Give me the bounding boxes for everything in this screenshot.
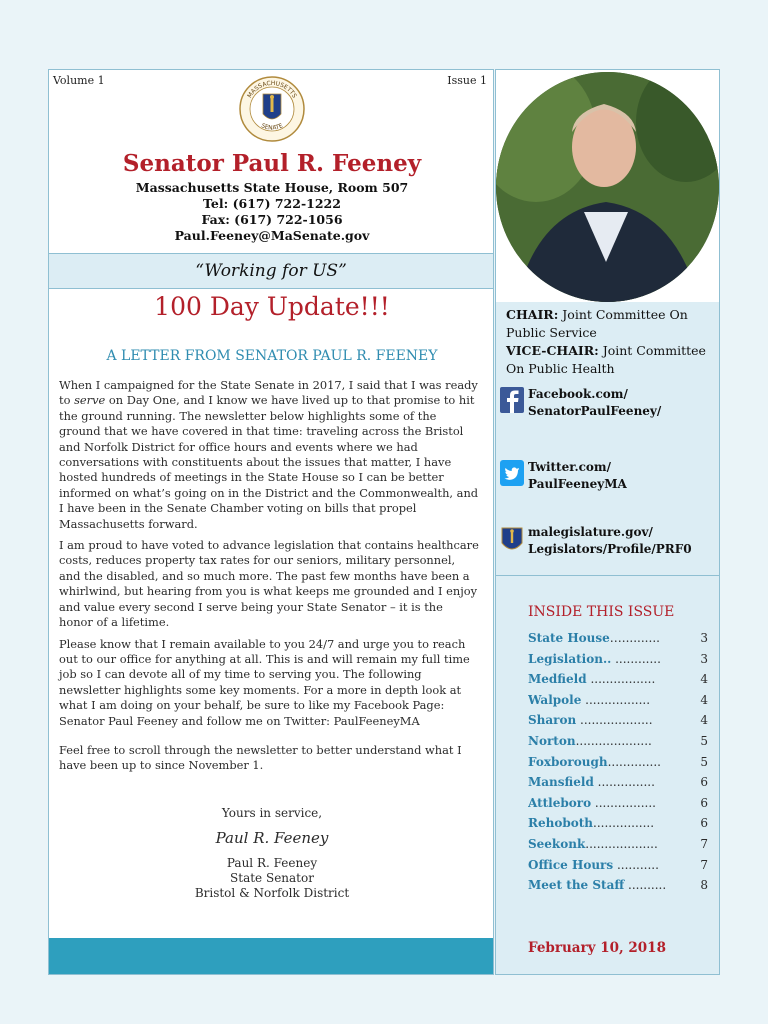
fax-number: Fax: (617) 722-1056: [201, 212, 343, 227]
toc-item[interactable]: 7 Seekonk...................: [528, 836, 708, 851]
newsletter-page: [48, 69, 720, 976]
massachusetts-shield-icon: [499, 520, 525, 560]
toc-item[interactable]: 6 Mansfield ...............: [528, 775, 708, 790]
toc-item[interactable]: 6 Rehoboth................: [528, 816, 708, 831]
toc-item[interactable]: 3 Legislation.. ............: [528, 651, 708, 666]
facebook-icon: [499, 386, 525, 414]
letter-paragraph: I am proud to have voted to advance legislation that contains healthcare costs, reduces property tax rates for our seniors, military personnel, and the disabled, and so much more. The past few months have been a whirlwind, but hearing from you is what keeps me grounded and I enjoy and value every second I serve being your State Senator – it is the honor of a lifetime.: [59, 538, 479, 630]
signer-title: State Senator: [230, 871, 314, 885]
toc-item[interactable]: 4 Walpole .................: [528, 692, 708, 707]
toc-item[interactable]: 5 Norton....................: [528, 733, 708, 748]
sidebar: CHAIR: Joint Committee On Public Service VICE-CHAIR: Joint Committee On Public Health Facebook.com/ SenatorPaulFeeney/ Twitter.com/ PaulFeeneyMA malegislature.gov/ Legislators/Profile/PRF0 INSIDE THIS ISSUE 3 State House….......... 3 Legislation.. ............ 4 Medfield ................. 4 Walpole ................. 4 Sharon ................... 5 Norton.................... 5 Foxborough.............. 6 Mansfield ............... 6 Attleboro ................ 6 Rehoboth................ 7 Seekonk................... 7 Office Hours ........... 8 Meet the Staff .......... February 10, 2018: [495, 69, 720, 975]
contact-block: [49, 180, 495, 244]
letter-paragraph: Please know that I remain available to you 24/7 and urge you to reach out to our office for anything at all. This is and will remain my full time job so I can devote all of my time to serving you. The following newsletter highlights some key moments. For a more in depth look at what I am doing on your behalf, be sure to like my Facebook Page: Senator Paul Feeney and follow me on Twitter: PaulFeeneyMA: [59, 636, 470, 728]
main-column: [48, 69, 494, 975]
signature-block: [49, 806, 495, 901]
signer-district: Bristol & Norfolk District: [194, 886, 350, 900]
issue-date: February 10, 2018: [528, 940, 666, 956]
committee-roles: [506, 306, 711, 378]
toc-item[interactable]: 4 Medfield .................: [528, 672, 708, 687]
toc-item[interactable]: 4 Sharon ...................: [528, 713, 708, 728]
portrait-image: [496, 72, 719, 302]
vice-chair-role: VICE-CHAIR: Joint Committee On Public Health: [506, 343, 706, 376]
twitter-icon: [499, 459, 525, 487]
footer-bar: [49, 938, 493, 974]
svg-text:SENATE: SENATE: [260, 122, 284, 132]
toc-item[interactable]: 3 State House…..........: [528, 631, 708, 645]
office-address: Massachusetts State House, Room 507: [135, 180, 409, 195]
chair-role: CHAIR: Joint Committee On Public Service: [506, 307, 688, 340]
motto-banner: “Working for US”: [49, 253, 493, 289]
phone-number: Tel: (617) 722-1222: [203, 196, 341, 211]
toc-item[interactable]: 6 Attleboro ................: [528, 795, 708, 810]
sidebar-divider: [496, 575, 719, 576]
volume-label: Volume 1: [53, 74, 105, 87]
table-of-contents: [528, 628, 708, 896]
letter-paragraph: When I campaigned for the State Senate in 2017, I said that I was ready to serve on Day One, and I know we have lived up to that promise to hit the ground running. The newsletter below highlights some of the ground that we have covered in that time: traveling across the Bristol and Norfolk District for office hours and events where we had conversations with constituents about the issues that matter, I have hosted hundreds of meetings in the State House so I can be better informed on what’s going on in the District and the Commonwealth, and I have been in the Senate Chamber voting on bills that propel Massachusetts forward.: [59, 378, 479, 531]
issue-label: Issue 1: [447, 74, 487, 87]
headline: 100 Day Update!!!: [154, 292, 390, 321]
email-link[interactable]: Paul.Feeney@MaSenate.gov: [174, 228, 370, 243]
toc-item[interactable]: 8 Meet the Staff ..........: [528, 878, 708, 893]
toc-item[interactable]: 7 Office Hours ...........: [528, 857, 708, 872]
senator-photo: [496, 70, 719, 302]
handwritten-signature: Paul R. Feeney: [215, 829, 329, 847]
toc-item[interactable]: 5 Foxborough..............: [528, 754, 708, 769]
letter-body: [59, 378, 479, 780]
inside-this-issue-title: INSIDE THIS ISSUE: [528, 604, 675, 620]
massachusetts-senate-seal-icon: [239, 76, 305, 142]
signer-name: Paul R. Feeney: [226, 856, 318, 870]
svg-text:MASSACHUSETTS: MASSACHUSETTS: [246, 79, 298, 100]
letter-heading: A LETTER FROM SENATOR PAUL R. FEENEY: [106, 348, 438, 364]
letter-paragraph: Feel free to scroll through the newsletter to better understand what I have been up to since November 1.: [59, 742, 462, 773]
closing-line: Yours in service,: [221, 806, 323, 820]
senator-name: Senator Paul R. Feeney: [122, 150, 422, 177]
